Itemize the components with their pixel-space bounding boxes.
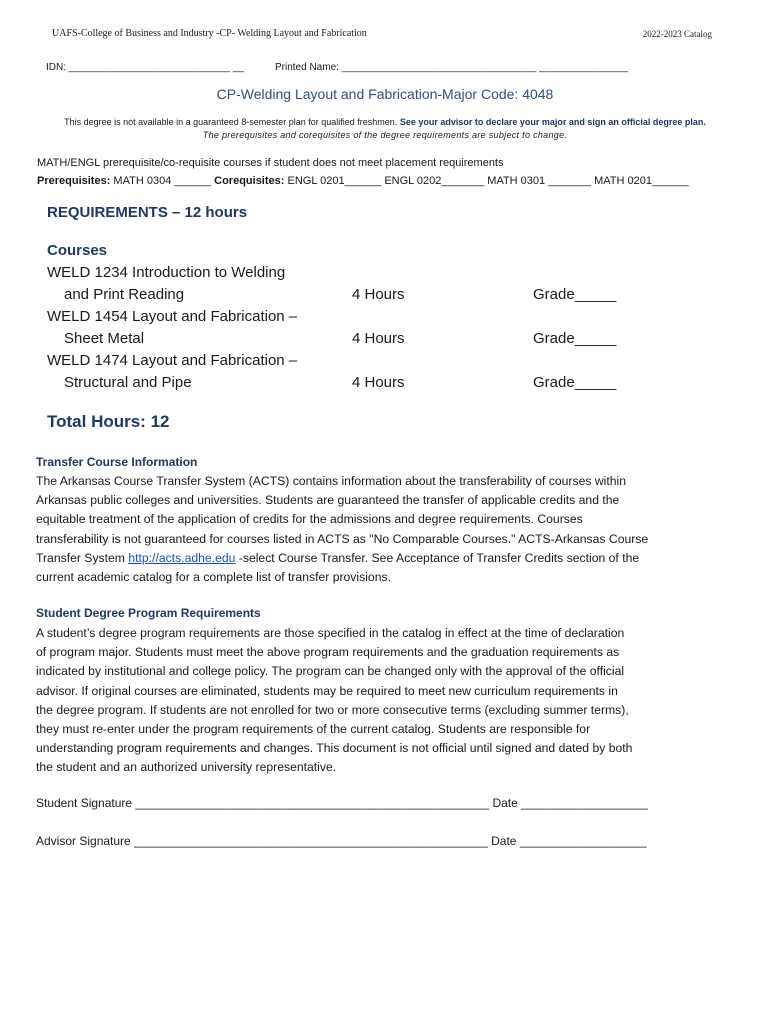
paragraph-line: the degree program. If students are not enrolled for two or more consecutive terms (excluding summer terms), [36, 702, 629, 717]
courses-heading: Courses [47, 242, 108, 259]
course-grade-blank: Grade_____ [533, 330, 617, 347]
prereq-label: Prerequisites: [37, 175, 111, 187]
notice-advisor-text: See your advisor to declare your major and sign an official degree plan. [399, 117, 706, 127]
total-hours: Total Hours: 12 [47, 412, 170, 431]
notice-plain-text: This degree is not available in a guaranteed 8-semester plan for qualified freshmen. [64, 117, 398, 127]
link-suffix: -select Course Transfer. See Acceptance of Transfer Credits section of the [235, 550, 640, 565]
header-catalog-year: 2022-2023 Catalog [642, 29, 712, 39]
coreq-value: ENGL 0201______ ENGL 0202_______ MATH 0301 _______ MATH 0201______ [284, 175, 689, 187]
prereq-coreq-line [37, 175, 689, 187]
prereq-value: MATH 0304 ______ [110, 175, 212, 187]
course-grade-blank: Grade_____ [533, 286, 617, 303]
idn-field: IDN: _____________________________ __ [46, 62, 244, 73]
course-hours: 4 Hours [352, 286, 405, 303]
paragraph-line: understanding program requirements and changes. This document is not official until signed and dated by both [36, 741, 633, 756]
header-program-title: UAFS-College of Business and Industry -CP- Welding Layout and Fabrication [52, 28, 367, 39]
paragraph-line [36, 549, 726, 568]
course-title: WELD 1474 Layout and Fabrication – [47, 352, 298, 369]
course-hours: 4 Hours [352, 374, 405, 391]
printed-name-field: Printed Name: ___________________________________ ________________ [275, 62, 629, 73]
course-hours: 4 Hours [352, 330, 405, 347]
degree-program-paragraph [36, 624, 726, 778]
course-title: WELD 1454 Layout and Fabrication – [47, 308, 298, 325]
student-signature-line[interactable]: Student Signature _____________________________________________________ Date ___________________ [36, 796, 648, 810]
link-prefix: Transfer System [36, 550, 129, 565]
paragraph-line: of program major. Students must meet the above program requirements and the graduation requirements as [36, 645, 620, 660]
course-title-cont: Sheet Metal [64, 330, 145, 347]
transfer-paragraph [36, 472, 726, 587]
paragraph-line: equitable treatment of the application of credits for the admissions and degree requirements. Courses [36, 512, 583, 527]
coreq-label: Corequisites: [211, 175, 285, 187]
course-title-cont: Structural and Pipe [64, 374, 192, 391]
paragraph-line: they must re-enter under the program requirements of the current catalog. Students are responsible for [36, 722, 591, 737]
advisor-signature-line[interactable]: Advisor Signature _____________________________________________________ Date ___________________ [36, 834, 647, 848]
requirements-heading: REQUIREMENTS – 12 hours [47, 204, 248, 221]
course-title: WELD 1234 Introduction to Welding [47, 264, 286, 281]
transfer-section-title: Transfer Course Information [36, 455, 198, 469]
placement-note: MATH/ENGL prerequisite/co-requisite courses if student does not meet placement requirements [37, 157, 504, 169]
paragraph-line: indicated by institutional and college policy. The program can be changed only with the approval of the official [36, 664, 625, 679]
paragraph-line: Arkansas public colleges and universities. Students are guaranteed the transfer of applicable credits and the [36, 493, 620, 508]
course-title-cont: and Print Reading [64, 286, 185, 303]
acts-link[interactable]: http://acts.adhe.edu [128, 550, 236, 565]
paragraph-line: advisor. If original courses are eliminated, students may be required to meet new curriculum requirements in [36, 683, 618, 698]
paragraph-line: transferability is not guaranteed for courses listed in ACTS as "No Comparable Courses." ACTS-Arkansas Course [36, 531, 649, 546]
degree-title: CP-Welding Layout and Fabrication-Major Code: 4048 [216, 86, 554, 102]
paragraph-line: A student’s degree program requirements are those specified in the catalog in effect at the time of declaration [36, 626, 625, 640]
paragraph-line: The Arkansas Course Transfer System (ACTS) contains information about the transferability of courses within [36, 474, 626, 488]
paragraph-line: current academic catalog for a complete list of transfer provisions. [36, 570, 391, 585]
degree-program-section-title: Student Degree Program Requirements [36, 606, 261, 620]
course-grade-blank: Grade_____ [533, 374, 617, 391]
degree-plan-notice [0, 117, 770, 127]
paragraph-line: the student and an authorized university representative. [36, 760, 337, 775]
prereq-change-note: The prerequisites and corequisites of the degree requirements are subject to change. [202, 130, 568, 140]
